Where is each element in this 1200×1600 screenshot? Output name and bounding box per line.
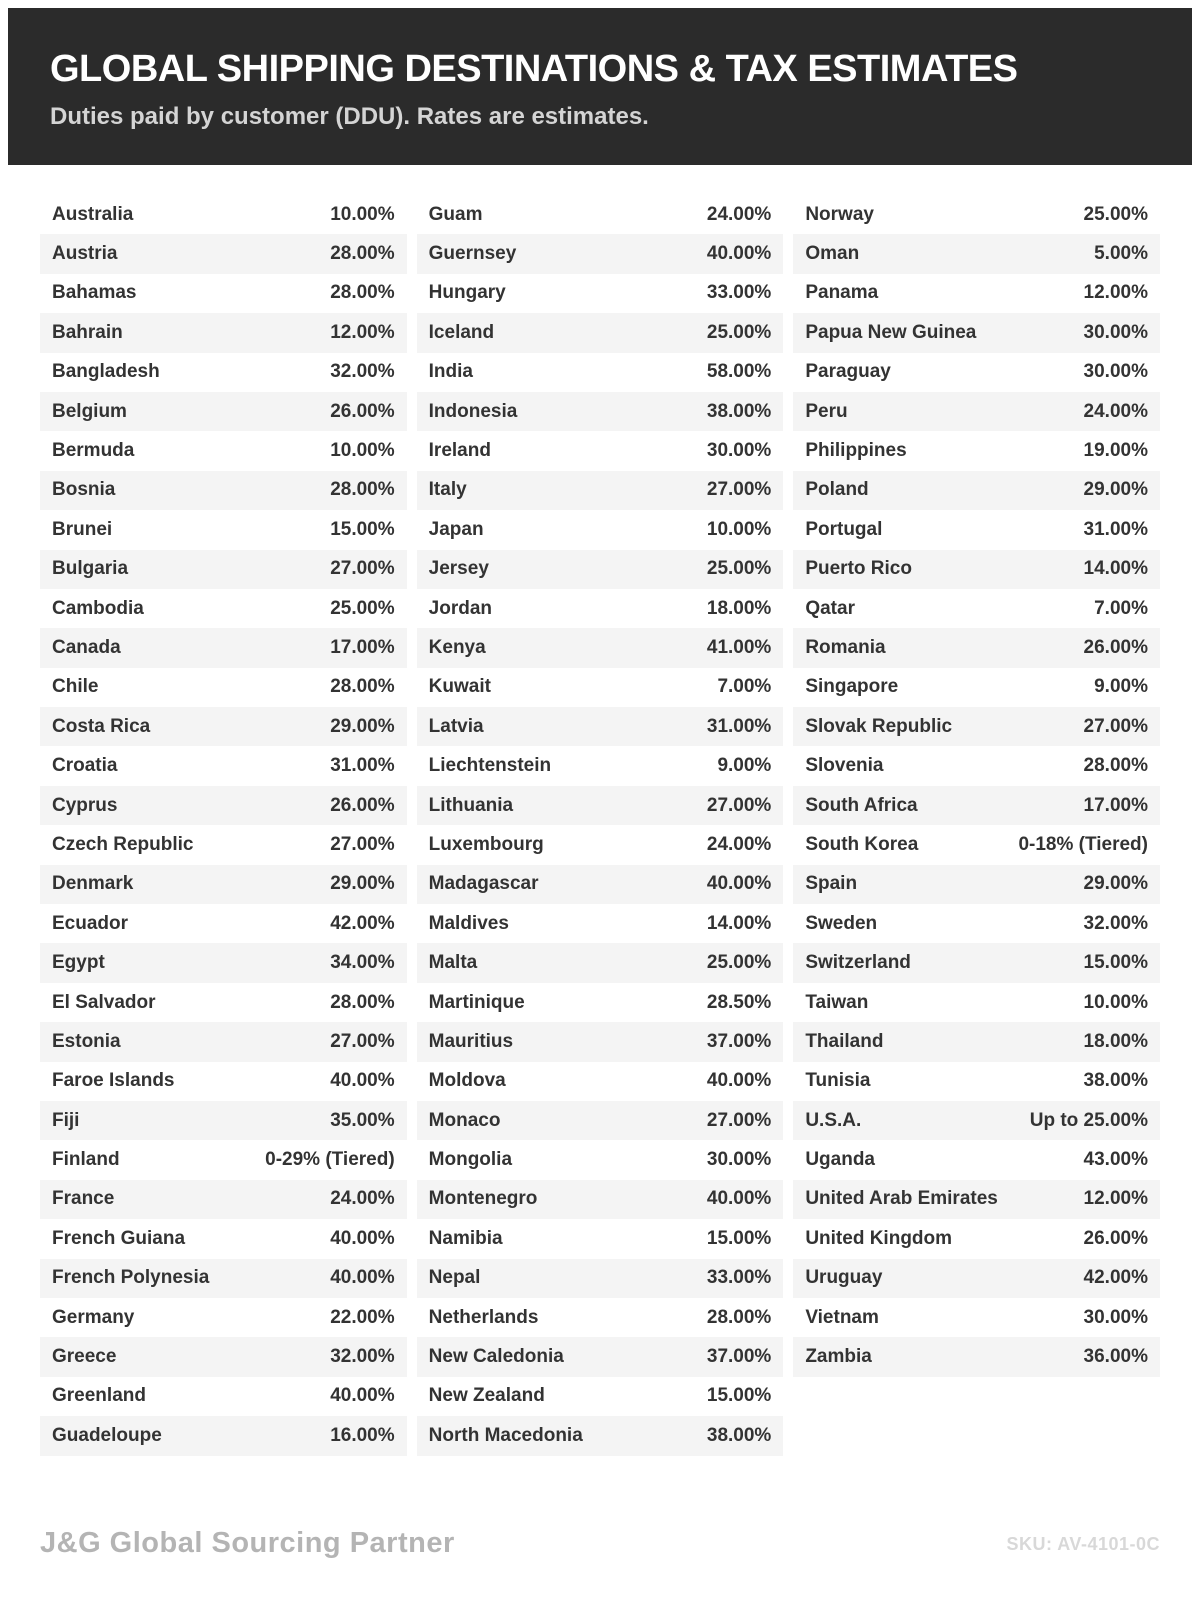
table-row bbox=[793, 510, 1160, 549]
country-label: Maldives bbox=[428, 912, 509, 934]
rate-value: 15.00% bbox=[1083, 952, 1148, 974]
country-label: Uruguay bbox=[805, 1267, 883, 1289]
country-label: Bahamas bbox=[52, 282, 137, 304]
rate-value: 38.00% bbox=[706, 400, 772, 422]
table-row bbox=[417, 1180, 784, 1219]
country-label: Fiji bbox=[52, 1109, 80, 1131]
country-label: Canada bbox=[52, 636, 121, 658]
country-label: Finland bbox=[52, 1149, 120, 1171]
table-row bbox=[40, 628, 407, 667]
country-label: Zambia bbox=[805, 1346, 872, 1368]
table-row bbox=[417, 431, 784, 470]
country-label: Costa Rica bbox=[52, 715, 151, 737]
country-label: Taiwan bbox=[805, 991, 869, 1013]
table-row bbox=[793, 589, 1160, 628]
country-label: Bangladesh bbox=[52, 361, 160, 383]
country-label: Germany bbox=[52, 1306, 135, 1328]
table-row bbox=[793, 707, 1160, 746]
rate-value: 43.00% bbox=[1083, 1149, 1148, 1171]
table-row bbox=[793, 1219, 1160, 1258]
country-label: Moldova bbox=[428, 1070, 506, 1092]
country-label: Monaco bbox=[428, 1109, 501, 1131]
rate-value: 28.00% bbox=[330, 282, 395, 304]
rate-value: 34.00% bbox=[330, 952, 395, 974]
country-label: Madagascar bbox=[428, 873, 539, 895]
table-row bbox=[793, 825, 1160, 864]
table-row bbox=[417, 234, 784, 273]
table-row bbox=[417, 904, 784, 943]
table-row bbox=[793, 1259, 1160, 1298]
rate-value: 12.00% bbox=[1083, 1188, 1148, 1210]
country-label: Greenland bbox=[52, 1385, 146, 1407]
rate-value: 27.00% bbox=[330, 1030, 395, 1052]
table-row bbox=[40, 1416, 407, 1455]
country-label: Guernsey bbox=[428, 243, 517, 265]
table-row bbox=[417, 471, 784, 510]
rate-value: 0-29% (Tiered) bbox=[265, 1149, 395, 1171]
rate-value: 40.00% bbox=[706, 1070, 772, 1092]
rate-value: 30.00% bbox=[1083, 361, 1148, 383]
country-label: U.S.A. bbox=[805, 1109, 862, 1131]
country-label: Oman bbox=[805, 243, 860, 265]
table-row bbox=[40, 1219, 407, 1258]
country-label: Belgium bbox=[52, 400, 127, 422]
country-label: Mauritius bbox=[428, 1030, 514, 1052]
table-row bbox=[40, 392, 407, 431]
rate-value: 30.00% bbox=[1083, 321, 1148, 343]
country-label: Ireland bbox=[428, 440, 491, 462]
rate-value: 25.00% bbox=[706, 952, 772, 974]
country-label: Hungary bbox=[428, 282, 506, 304]
rate-value: 26.00% bbox=[330, 794, 395, 816]
country-label: Indonesia bbox=[428, 400, 518, 422]
rates-column-1 bbox=[40, 195, 407, 1456]
rate-value: 40.00% bbox=[706, 243, 772, 265]
table-row bbox=[417, 746, 784, 785]
table-row bbox=[417, 510, 784, 549]
rate-value: 33.00% bbox=[706, 282, 772, 304]
table-row bbox=[417, 1219, 784, 1258]
rate-value: 9.00% bbox=[717, 755, 772, 777]
rate-value: 16.00% bbox=[330, 1424, 395, 1446]
rate-value: 28.00% bbox=[1083, 755, 1148, 777]
country-label: Ecuador bbox=[52, 912, 129, 934]
table-row bbox=[417, 707, 784, 746]
rate-value: 26.00% bbox=[1083, 1227, 1148, 1249]
rate-value: 41.00% bbox=[706, 636, 772, 658]
table-row bbox=[793, 313, 1160, 352]
rate-value: 30.00% bbox=[1083, 1306, 1148, 1328]
rate-value: 42.00% bbox=[1083, 1267, 1148, 1289]
table-row bbox=[40, 707, 407, 746]
table-row bbox=[40, 1062, 407, 1101]
rate-value: 40.00% bbox=[706, 1188, 772, 1210]
table-row bbox=[40, 589, 407, 628]
table-row bbox=[417, 1298, 784, 1337]
country-label: Jordan bbox=[428, 597, 493, 619]
table-row bbox=[417, 825, 784, 864]
country-label: Chile bbox=[52, 676, 99, 698]
country-label: Paraguay bbox=[805, 361, 891, 383]
country-label: Puerto Rico bbox=[805, 558, 912, 580]
country-label: Liechtenstein bbox=[428, 755, 552, 777]
country-label: Lithuania bbox=[428, 794, 514, 816]
country-label: North Macedonia bbox=[428, 1424, 583, 1446]
table-row bbox=[40, 471, 407, 510]
country-label: Italy bbox=[428, 479, 467, 501]
country-label: Croatia bbox=[52, 755, 118, 777]
table-row bbox=[417, 274, 784, 313]
country-label: Slovenia bbox=[805, 755, 884, 777]
rate-value: 25.00% bbox=[706, 558, 772, 580]
rate-value: 17.00% bbox=[330, 636, 395, 658]
rate-value: 31.00% bbox=[330, 755, 395, 777]
table-row bbox=[417, 1062, 784, 1101]
table-row bbox=[40, 904, 407, 943]
country-label: Iceland bbox=[428, 321, 495, 343]
table-row bbox=[40, 865, 407, 904]
country-label: Malta bbox=[428, 952, 478, 974]
table-row bbox=[417, 1377, 784, 1416]
table-row bbox=[417, 589, 784, 628]
table-row bbox=[793, 1298, 1160, 1337]
country-label: Kenya bbox=[428, 636, 486, 658]
country-label: Czech Republic bbox=[52, 833, 194, 855]
table-row bbox=[793, 353, 1160, 392]
table-row bbox=[793, 550, 1160, 589]
table-row bbox=[417, 195, 784, 234]
rate-value: 40.00% bbox=[330, 1070, 395, 1092]
table-row bbox=[40, 313, 407, 352]
table-row bbox=[793, 195, 1160, 234]
table-row bbox=[417, 786, 784, 825]
rate-value: 10.00% bbox=[1083, 991, 1148, 1013]
table-row bbox=[793, 1337, 1160, 1376]
table-row bbox=[40, 943, 407, 982]
table-row bbox=[417, 1101, 784, 1140]
rate-value: 24.00% bbox=[1083, 400, 1148, 422]
table-row bbox=[40, 983, 407, 1022]
rate-value: 27.00% bbox=[1083, 715, 1148, 737]
table-row bbox=[417, 668, 784, 707]
country-label: Switzerland bbox=[805, 952, 911, 974]
country-label: Japan bbox=[428, 518, 484, 540]
country-label: Greece bbox=[52, 1346, 117, 1368]
rate-value: 31.00% bbox=[1083, 518, 1148, 540]
table-row bbox=[793, 234, 1160, 273]
rate-value: 38.00% bbox=[706, 1424, 772, 1446]
country-label: Qatar bbox=[805, 597, 855, 619]
rate-value: 29.00% bbox=[1083, 479, 1148, 501]
rate-value: 38.00% bbox=[1083, 1070, 1148, 1092]
country-label: United Arab Emirates bbox=[805, 1188, 998, 1210]
header-banner bbox=[8, 8, 1192, 165]
rate-value: 18.00% bbox=[1083, 1030, 1148, 1052]
table-row bbox=[793, 746, 1160, 785]
country-label: South Africa bbox=[805, 794, 918, 816]
country-label: Bahrain bbox=[52, 321, 123, 343]
rate-value: 36.00% bbox=[1083, 1346, 1148, 1368]
table-row bbox=[417, 1022, 784, 1061]
rate-value: 0-18% (Tiered) bbox=[1018, 833, 1148, 855]
country-label: Cyprus bbox=[52, 794, 118, 816]
rate-value: 27.00% bbox=[706, 794, 772, 816]
table-row bbox=[793, 668, 1160, 707]
table-row bbox=[793, 1101, 1160, 1140]
country-label: Egypt bbox=[52, 952, 105, 974]
rate-value: 33.00% bbox=[706, 1267, 772, 1289]
table-row bbox=[40, 431, 407, 470]
rate-value: 29.00% bbox=[330, 873, 395, 895]
table-row bbox=[40, 1259, 407, 1298]
table-row bbox=[417, 353, 784, 392]
table-row bbox=[40, 1180, 407, 1219]
rate-value: 37.00% bbox=[706, 1346, 772, 1368]
table-row bbox=[793, 1022, 1160, 1061]
page-title: GLOBAL SHIPPING DESTINATIONS & TAX ESTIMATES bbox=[50, 48, 1018, 90]
country-label: Bosnia bbox=[52, 479, 116, 501]
rate-value: 58.00% bbox=[706, 361, 772, 383]
rate-value: 32.00% bbox=[1083, 912, 1148, 934]
table-row bbox=[417, 1140, 784, 1179]
rate-value: 40.00% bbox=[330, 1227, 395, 1249]
rate-value: 26.00% bbox=[330, 400, 395, 422]
brand-name: J&G Global Sourcing Partner bbox=[40, 1527, 455, 1559]
rate-value: 32.00% bbox=[330, 361, 395, 383]
rate-value: 28.00% bbox=[706, 1306, 772, 1328]
country-label: Guadeloupe bbox=[52, 1424, 162, 1446]
country-label: New Zealand bbox=[428, 1385, 545, 1407]
table-row bbox=[793, 1062, 1160, 1101]
rate-value: 35.00% bbox=[330, 1109, 395, 1131]
rate-value: 28.00% bbox=[330, 991, 395, 1013]
country-label: Thailand bbox=[805, 1030, 884, 1052]
country-label: Bulgaria bbox=[52, 558, 129, 580]
country-label: India bbox=[428, 361, 473, 383]
table-row bbox=[417, 1416, 784, 1455]
table-row bbox=[793, 865, 1160, 904]
rate-value: 40.00% bbox=[706, 873, 772, 895]
table-row bbox=[793, 786, 1160, 825]
rate-value: 30.00% bbox=[706, 440, 772, 462]
country-label: Uganda bbox=[805, 1149, 876, 1171]
country-label: Austria bbox=[52, 243, 118, 265]
rate-value: 22.00% bbox=[330, 1306, 395, 1328]
table-row bbox=[40, 1298, 407, 1337]
rate-value: 27.00% bbox=[706, 479, 772, 501]
rate-value: 29.00% bbox=[1083, 873, 1148, 895]
country-label: Sweden bbox=[805, 912, 878, 934]
rate-value: Up to 25.00% bbox=[1029, 1109, 1148, 1131]
rate-value: 14.00% bbox=[1083, 558, 1148, 580]
rate-value: 7.00% bbox=[717, 676, 772, 698]
table-row bbox=[793, 1180, 1160, 1219]
rate-value: 30.00% bbox=[706, 1149, 772, 1171]
rate-value: 10.00% bbox=[330, 203, 395, 225]
table-row bbox=[417, 943, 784, 982]
table-row bbox=[793, 274, 1160, 313]
country-label: New Caledonia bbox=[428, 1346, 564, 1368]
table-row bbox=[417, 628, 784, 667]
rate-value: 32.00% bbox=[330, 1346, 395, 1368]
country-label: Tunisia bbox=[805, 1070, 871, 1092]
table-row bbox=[40, 1140, 407, 1179]
table-row bbox=[793, 1140, 1160, 1179]
country-label: Netherlands bbox=[428, 1306, 539, 1328]
country-label: El Salvador bbox=[52, 991, 156, 1013]
country-label: Montenegro bbox=[428, 1188, 538, 1210]
rate-value: 15.00% bbox=[330, 518, 395, 540]
table-row bbox=[40, 825, 407, 864]
country-label: Panama bbox=[805, 282, 879, 304]
table-row bbox=[793, 392, 1160, 431]
table-row bbox=[40, 746, 407, 785]
rate-value: 9.00% bbox=[1094, 676, 1148, 698]
country-label: South Korea bbox=[805, 833, 919, 855]
country-label: Peru bbox=[805, 400, 848, 422]
table-row bbox=[40, 1337, 407, 1376]
rate-value: 25.00% bbox=[330, 597, 395, 619]
table-row bbox=[40, 1022, 407, 1061]
rate-value: 10.00% bbox=[706, 518, 772, 540]
table-row bbox=[417, 983, 784, 1022]
rate-value: 28.50% bbox=[706, 991, 772, 1013]
country-label: Kuwait bbox=[428, 676, 491, 698]
sku-label: SKU: AV-4101-0C bbox=[1006, 1534, 1160, 1554]
country-label: French Polynesia bbox=[52, 1267, 210, 1289]
rate-value: 40.00% bbox=[330, 1267, 395, 1289]
table-row bbox=[417, 313, 784, 352]
rate-value: 15.00% bbox=[706, 1227, 772, 1249]
table-row bbox=[40, 353, 407, 392]
table-row bbox=[40, 786, 407, 825]
country-label: Denmark bbox=[52, 873, 134, 895]
country-label: Jersey bbox=[428, 558, 489, 580]
country-label: Norway bbox=[805, 203, 874, 225]
rate-value: 37.00% bbox=[706, 1030, 772, 1052]
country-label: Spain bbox=[805, 873, 858, 895]
country-label: Namibia bbox=[428, 1227, 503, 1249]
rate-value: 24.00% bbox=[706, 203, 772, 225]
table-row bbox=[40, 510, 407, 549]
footer bbox=[40, 1527, 1160, 1560]
table-row bbox=[417, 392, 784, 431]
rate-value: 31.00% bbox=[706, 715, 772, 737]
rate-value: 42.00% bbox=[330, 912, 395, 934]
table-row bbox=[40, 234, 407, 273]
country-label: Vietnam bbox=[805, 1306, 879, 1328]
country-label: United Kingdom bbox=[805, 1227, 953, 1249]
country-label: Nepal bbox=[428, 1267, 481, 1289]
rate-value: 27.00% bbox=[330, 558, 395, 580]
page-subtitle: Duties paid by customer (DDU). Rates are estimates. bbox=[50, 103, 649, 130]
rate-value: 28.00% bbox=[330, 479, 395, 501]
rate-value: 24.00% bbox=[706, 833, 772, 855]
country-label: Philippines bbox=[805, 440, 907, 462]
rate-value: 24.00% bbox=[330, 1188, 395, 1210]
country-label: Cambodia bbox=[52, 597, 144, 619]
country-label: Brunei bbox=[52, 518, 113, 540]
rate-value: 5.00% bbox=[1094, 243, 1148, 265]
country-label: Bermuda bbox=[52, 440, 135, 462]
rate-value: 12.00% bbox=[1083, 282, 1148, 304]
table-row bbox=[40, 1101, 407, 1140]
rate-value: 15.00% bbox=[706, 1385, 772, 1407]
country-label: French Guiana bbox=[52, 1227, 186, 1249]
country-label: Slovak Republic bbox=[805, 715, 953, 737]
rate-value: 29.00% bbox=[330, 715, 395, 737]
country-label: Poland bbox=[805, 479, 869, 501]
rate-value: 26.00% bbox=[1083, 636, 1148, 658]
country-label: Portugal bbox=[805, 518, 883, 540]
table-row bbox=[417, 865, 784, 904]
table-row bbox=[793, 471, 1160, 510]
table-row bbox=[793, 431, 1160, 470]
rate-value: 28.00% bbox=[330, 676, 395, 698]
table-row bbox=[40, 195, 407, 234]
country-label: Mongolia bbox=[428, 1149, 513, 1171]
table-row bbox=[417, 550, 784, 589]
table-row bbox=[417, 1259, 784, 1298]
rate-value: 10.00% bbox=[330, 440, 395, 462]
table-row bbox=[40, 668, 407, 707]
rate-value: 19.00% bbox=[1083, 440, 1148, 462]
table-row bbox=[40, 274, 407, 313]
rates-table bbox=[40, 195, 1160, 1456]
rate-value: 7.00% bbox=[1094, 597, 1148, 619]
table-row bbox=[793, 943, 1160, 982]
rate-value: 12.00% bbox=[330, 321, 395, 343]
rate-value: 28.00% bbox=[330, 243, 395, 265]
country-label: Australia bbox=[52, 203, 134, 225]
rate-value: 27.00% bbox=[706, 1109, 772, 1131]
rate-value: 25.00% bbox=[706, 321, 772, 343]
country-label: Singapore bbox=[805, 676, 899, 698]
rates-column-3 bbox=[793, 195, 1160, 1377]
rate-value: 27.00% bbox=[330, 833, 395, 855]
table-row bbox=[793, 983, 1160, 1022]
rate-value: 14.00% bbox=[706, 912, 772, 934]
rate-value: 25.00% bbox=[1083, 203, 1148, 225]
table-row bbox=[40, 550, 407, 589]
country-label: Faroe Islands bbox=[52, 1070, 175, 1092]
country-label: Romania bbox=[805, 636, 886, 658]
country-label: Luxembourg bbox=[428, 833, 544, 855]
country-label: Estonia bbox=[52, 1030, 121, 1052]
country-label: France bbox=[52, 1188, 115, 1210]
country-label: Guam bbox=[428, 203, 483, 225]
country-label: Papua New Guinea bbox=[805, 321, 977, 343]
rate-value: 18.00% bbox=[706, 597, 772, 619]
table-row bbox=[793, 904, 1160, 943]
rate-value: 17.00% bbox=[1083, 794, 1148, 816]
table-row bbox=[417, 1337, 784, 1376]
rate-value: 40.00% bbox=[330, 1385, 395, 1407]
table-row bbox=[40, 1377, 407, 1416]
country-label: Latvia bbox=[428, 715, 484, 737]
country-label: Martinique bbox=[428, 991, 525, 1013]
table-row bbox=[793, 628, 1160, 667]
rates-column-2 bbox=[417, 195, 784, 1456]
